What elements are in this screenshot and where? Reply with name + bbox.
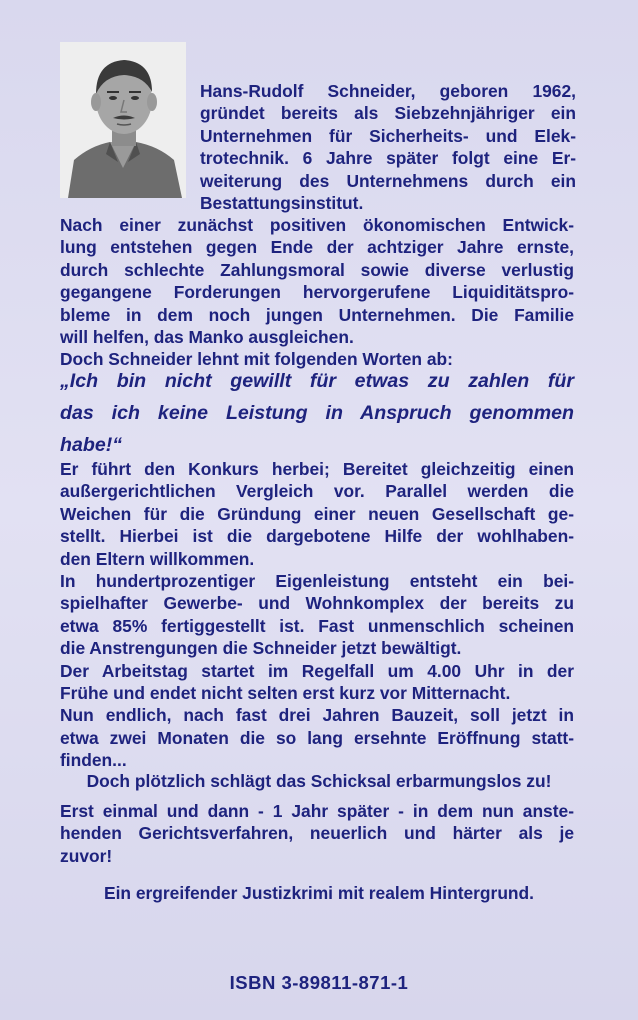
quote-block [60,365,574,461]
paragraph-trial [60,800,574,867]
text-line: Der Arbeitstag startet im Regelfall um 4.00 Uhr in der [60,660,574,681]
bio-line: trotechnik. 6 Jahre später folgt eine Er- [200,148,576,169]
bio-line: Bestattungsinstitut. [200,193,364,214]
author-photo [60,42,186,198]
quote-line: das ich keine Leistung in Anspruch genommen [60,402,574,424]
paragraph-story [60,458,574,772]
author-portrait-icon [60,42,186,198]
author-bio [200,80,576,214]
isbn-label: ISBN 3-89811-871-1 [229,972,409,993]
text-line: In hundertprozentiger Eigenleistung entsteht ein bei- [60,571,574,592]
bio-line: gründet bereits als Siebzehnjähriger ein [200,103,576,124]
tagline: Ein ergreifender Justizkrimi mit realem Hintergrund. [103,883,535,903]
quote-line: „Ich bin nicht gewillt für etwas zu zahlen für [60,370,574,392]
paragraph-history [60,214,574,371]
fate-line: Doch plötzlich schlägt das Schicksal erbarmungslos zu! [86,771,552,791]
text-line: etwa zwei Monaten die so lang ersehnte Eröffnung statt- [60,727,574,748]
quote-line: habe!“ [60,434,123,456]
text-line: bleme in dem noch jungen Unternehmen. Die Familie [60,304,574,325]
bio-line: Hans-Rudolf Schneider, geboren 1962, [200,81,576,101]
text-line: spielhafter Gewerbe- und Wohnkomplex der bereits zu [60,593,574,614]
text-line: gegangene Forderungen hervorgerufene Liquiditätspro- [60,282,574,303]
text-line: zuvor! [60,845,113,866]
text-line: will helfen, das Manko ausgleichen. [60,327,354,348]
text-line: henden Gerichtsverfahren, neuerlich und härter als je [60,823,574,844]
text-line: durch schlechte Zahlungsmoral sowie diverse verlustig [60,259,574,280]
text-line: den Eltern willkommen. [60,548,255,569]
text-line: etwa 85% fertiggestellt ist. Fast unmenschlich scheinen [60,615,574,636]
text-line: lung entstehen gegen Ende der achtziger Jahre ernste, [60,237,574,258]
text-line: Doch Schneider lehnt mit folgenden Worten ab: [60,349,453,370]
text-line: Nun endlich, nach fast drei Jahren Bauzeit, soll jetzt in [60,705,574,726]
text-line: stellt. Hierbei ist die dargebotene Hilfe der wohlhaben- [60,526,574,547]
text-line: Nach einer zunächst positiven ökonomischen Entwick- [60,215,574,235]
text-line: finden... [60,750,127,771]
bio-line: weiterung des Unternehmens durch ein [200,170,576,191]
text-line: Frühe und endet nicht selten erst kurz vor Mitternacht. [60,683,511,704]
text-line: die Anstrengungen die Schneider jetzt bewältigt. [60,638,462,659]
bio-line: Unternehmen für Sicherheits- und Elek- [200,125,576,146]
text-line: Erst einmal und dann - 1 Jahr später - in dem nun anste- [60,801,574,821]
text-line: außergerichtlichen Vergleich vor. Parallel werden die [60,481,574,502]
text-line: Weichen für die Gründung einer neuen Gesellschaft ge- [60,503,574,524]
text-line: Er führt den Konkurs herbei; Bereitet gleichzeitig einen [60,459,574,479]
